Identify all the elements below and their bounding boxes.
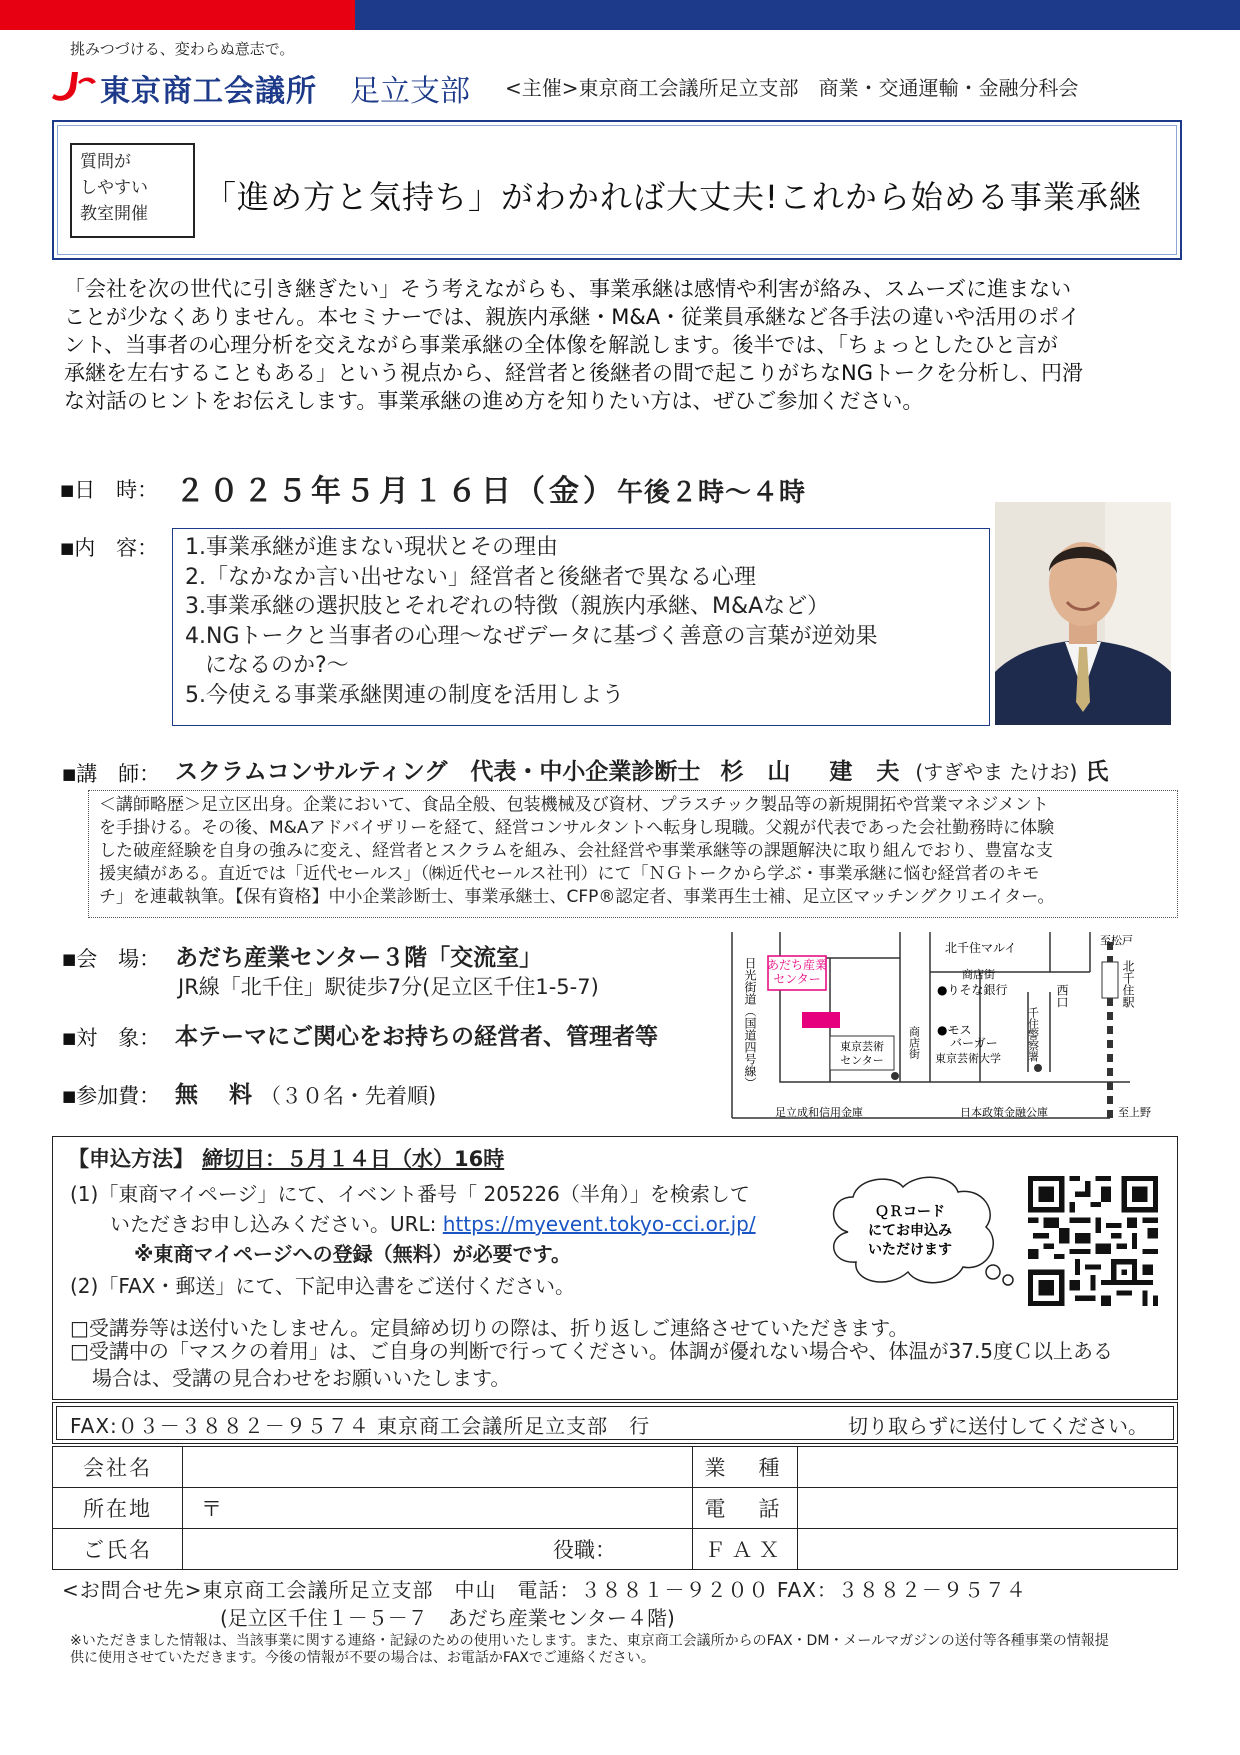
badge-line: しやすい: [80, 178, 148, 198]
map-center-label-2: センター: [773, 972, 821, 986]
police-dot-icon: [1034, 1064, 1042, 1072]
qr-cloud-bubble: [818, 1172, 1028, 1302]
badge-line: 質問が: [80, 152, 131, 172]
postal-mark: 〒: [201, 1497, 222, 1521]
venue-label-text: 会 場：: [76, 947, 161, 971]
organizer: <主催>東京商工会議所足立支部 商業・交通運輸・金融分科会: [505, 76, 1079, 100]
map-seiwa: 足立成和信用金庫: [775, 1106, 863, 1119]
date-label: ■日 時：: [60, 478, 159, 502]
logo-branch: 足立支部: [350, 74, 470, 109]
map-geijutsu-1: 東京芸術: [840, 1040, 884, 1053]
contact-info: <お問合せ先>東京商工会議所足立支部 中山 電話：３８８１－９２００ FAX：３８８２－９５７４: [62, 1578, 1027, 1602]
fax-destination: FAX:０３－３８８２－９５７４ 東京商工会議所足立支部 行: [70, 1414, 651, 1438]
cloud-line: いただけます: [868, 1242, 952, 1258]
note2-line: 場合は、受講の見合わせをお願いいたします。: [92, 1366, 511, 1390]
address-field[interactable]: [183, 1488, 693, 1529]
top-bar-red: [0, 0, 355, 30]
fee-label: ■参加費：: [62, 1084, 161, 1108]
phone-field[interactable]: [798, 1488, 1178, 1529]
content-label-text: 内 容：: [74, 536, 159, 560]
apply-title: [68, 1143, 504, 1173]
content-list: [172, 528, 990, 726]
phone-header: 電 話: [693, 1488, 798, 1529]
lecturer-label-text: 講 師：: [76, 762, 161, 786]
page-title: 「進め方と気持ち」がわかれば大丈夫!これから始める事業承継: [204, 178, 1142, 216]
map-police: 千住警察署: [1026, 1007, 1040, 1062]
intro-line: ント、当事者の心理分析を交えながら事業承継の全体像を解説します。後半では、「ちょっとしたひと言が: [64, 333, 1058, 357]
map-to-matsudo: 至松戸: [1100, 934, 1133, 947]
map-jfc: 日本政策金融公庫: [960, 1106, 1048, 1119]
content-item: 1.事業承継が進まない現状とその理由: [185, 535, 558, 560]
fee-value: 無 料: [175, 1082, 256, 1108]
cloud-line: にてお申込み: [868, 1223, 952, 1239]
title-badge: [70, 143, 195, 238]
venue-label: ■会 場：: [62, 947, 161, 971]
bio-line: を手掛ける。その後、M&Aアドバイザリーを経て、経営コンサルタントへ転身し現職。父親が代表であった会社勤務時に体験: [99, 818, 1055, 838]
map-center-label-1: あだち産業: [766, 958, 828, 972]
fee-note: （３０名・先着順): [260, 1084, 437, 1108]
map-risona: ●りそな銀行: [937, 983, 1008, 997]
bio-line: チ」を連載執筆。【保有資格】中小企業診断士、事業承継士、CFP®認定者、事業再生士補、足立区マッチングクリエイター。: [99, 887, 1055, 907]
venue-marker-icon: [802, 1012, 840, 1028]
lecturer-name: 杉 山 建 夫: [720, 759, 908, 785]
lecturer-label: ■講 師：: [62, 762, 161, 786]
lecturer-value: [175, 753, 1108, 786]
lecturer-suffix: 氏: [1085, 759, 1109, 785]
apply-step1: (1)「東商マイページ」にて、イベント番号「 205226（半角）」を検索して: [70, 1182, 750, 1206]
map-mos-2: バーガー: [950, 1036, 998, 1050]
apply-step1c: ※東商マイページへの登録（無料）が必要です。: [134, 1242, 572, 1266]
venue-access: JR線「北千住」駅徒歩7分(足立区千住1-5-7): [178, 975, 599, 999]
mypage-url-link[interactable]: https://myevent.tokyo-cci.or.jp/: [442, 1212, 756, 1236]
fax-header: ＦＡＸ: [693, 1529, 798, 1570]
intro-line: 承継を左右することもある」という視点から、経営者と後継者の間で起こりがちなNGトークを分析し、円滑: [64, 361, 1083, 385]
top-bar-blue: [355, 0, 1240, 30]
cloud-line: ＱＲコード: [875, 1204, 945, 1220]
tcci-logo-icon: [50, 68, 98, 104]
map-shotengai-v: 商店街: [907, 1026, 921, 1059]
content-item: になるのか?～: [205, 653, 349, 678]
content-item: 4.NGトークと当事者の心理～なぜデータに基づく善意の言葉が逆効果: [185, 623, 878, 649]
map-geijutsu-2: センター: [840, 1054, 884, 1067]
company-header: 会社名: [53, 1447, 183, 1488]
bio-line: 援実績がある。直近では「近代セールス」（㈱近代セールス社刊）にて「ＮＧトークから学ぶ・事業承継に悩む経営者のキモ: [99, 864, 1040, 884]
bio-line: した破産経験を自身の強みに変え、経営者とスクラムを組み、会社経営や事業承継等の課題解決に取り組んでおり、豊富な支: [99, 841, 1053, 861]
application-form: [52, 1446, 1178, 1570]
tagline: 挑みつづける、変わらぬ意志で。: [70, 40, 295, 58]
logo-text: 東京商工会議所: [100, 74, 317, 109]
map-to-ueno: 至上野: [1118, 1106, 1151, 1119]
apply-deadline: 締切日：５月１４日（水）16時: [202, 1147, 505, 1171]
apply-step1b-text: いただきお申し込みください。URL:: [110, 1212, 437, 1236]
privacy-line: ※いただきました情報は、当該事業に関する連絡・記録のための使用いたします。また、東京商工会議所からのFAX・DM・メールマガジンの送付等各種事業の情報提: [70, 1633, 1109, 1649]
intro-line: な対話のヒントをお伝えします。事業承継の進め方を知りたい方は、ぜひご参加ください。: [64, 389, 924, 413]
apply-note2: [70, 1338, 1170, 1392]
seiwa-dot-icon: [891, 1072, 899, 1080]
apply-note1: □受講券等は送付いたしません。定員締め切りの際は、折り返しご連絡させていただきます。: [70, 1316, 909, 1340]
target-label-text: 対 象：: [76, 1026, 161, 1050]
position-label: 役職：: [553, 1538, 616, 1562]
content-item: 5.今使える事業承継関連の制度を活用しよう: [185, 682, 624, 708]
intro-text: [64, 275, 1184, 415]
target-value: 本テーマにご関心をお持ちの経営者、管理者等: [175, 1024, 658, 1050]
venue-map: [730, 932, 1170, 1122]
venue-value: あだち産業センター３階「交流室」: [175, 945, 543, 971]
content-label: ■内 容：: [60, 536, 159, 560]
target-label: ■対 象：: [62, 1026, 161, 1050]
map-kitasenju-station: 北千住駅: [1121, 960, 1135, 1008]
apply-title-text: 【申込方法】: [68, 1147, 194, 1171]
date-main: ２０２５年５月１６日（金）: [175, 474, 617, 509]
lecturer-bio: [88, 790, 1178, 918]
fee-label-text: 参加費：: [76, 1084, 161, 1108]
lecturer-photo: [995, 502, 1171, 725]
bio-line: ＜講師略歴＞足立区出身。企業において、食品全般、包装機械及び資材、プラスチック製品等の新規開拓や営業マネジメント: [99, 795, 1049, 815]
address-header: 所在地: [53, 1488, 183, 1529]
name-header: ご氏名: [53, 1529, 183, 1570]
map-geidai: 東京芸術大学: [935, 1052, 1001, 1065]
fax-field[interactable]: [798, 1529, 1178, 1570]
map-nishiguchi: 西口: [1055, 984, 1069, 1008]
intro-line: 「会社を次の世代に引き継ぎたい」そう考えながらも、事業承継は感情や利害が絡み、スムーズに進まない: [64, 277, 1072, 301]
content-item: 3.事業承継の選択肢とそれぞれの特徴（親族内承継、M&Aなど）: [185, 594, 830, 619]
map-nikko-kaido: 日光街道（国道四号線）: [743, 957, 757, 1089]
lecturer-company: スクラムコンサルティング 代表・中小企業診断士: [175, 759, 701, 785]
lecturer-yomi: (すぎやま たけお): [915, 760, 1078, 784]
date-value: [175, 466, 806, 510]
map-mos-1: ●モス: [937, 1023, 972, 1037]
name-field[interactable]: [183, 1529, 693, 1570]
intro-line: ことが少なくありません。本セミナーでは、親族内承継・M&A・従業員承継など各手法の違いや活用のポイ: [64, 305, 1081, 329]
apply-step2: (2)「FAX・郵送」にて、下記申込書をご送付ください。: [70, 1274, 575, 1298]
badge-line: 教室開催: [80, 204, 148, 224]
contact-address: (足立区千住１－５－７ あだち産業センター４階): [220, 1606, 675, 1630]
date-label-text: 日 時：: [74, 478, 159, 502]
map-kitasenju-marui: 北千住マルイ: [945, 941, 1017, 955]
qr-code-icon[interactable]: [1028, 1176, 1158, 1306]
industry-field[interactable]: [798, 1447, 1178, 1488]
company-field[interactable]: [183, 1447, 693, 1488]
privacy-line: 供に使用させていただきます。今後の情報が不要の場合は、お電話かFAXでご連絡ください。: [70, 1650, 655, 1666]
note2-line: □受講中の「マスクの着用」は、ご自身の判断で行ってください。体調が優れない場合や、体温が37.5度Ｃ以上ある: [70, 1339, 1114, 1363]
apply-step1b: [110, 1208, 756, 1237]
content-item: 2.「なかなか言い出せない」経営者と後継者で異なる心理: [185, 564, 756, 590]
privacy-note: [70, 1633, 1170, 1667]
map-shotengai: 商店街: [962, 968, 995, 981]
industry-header: 業 種: [693, 1447, 798, 1488]
fax-instruction: 切り取らずに送付してください。: [848, 1414, 1148, 1438]
date-time: 午後２時～４時: [617, 478, 807, 508]
